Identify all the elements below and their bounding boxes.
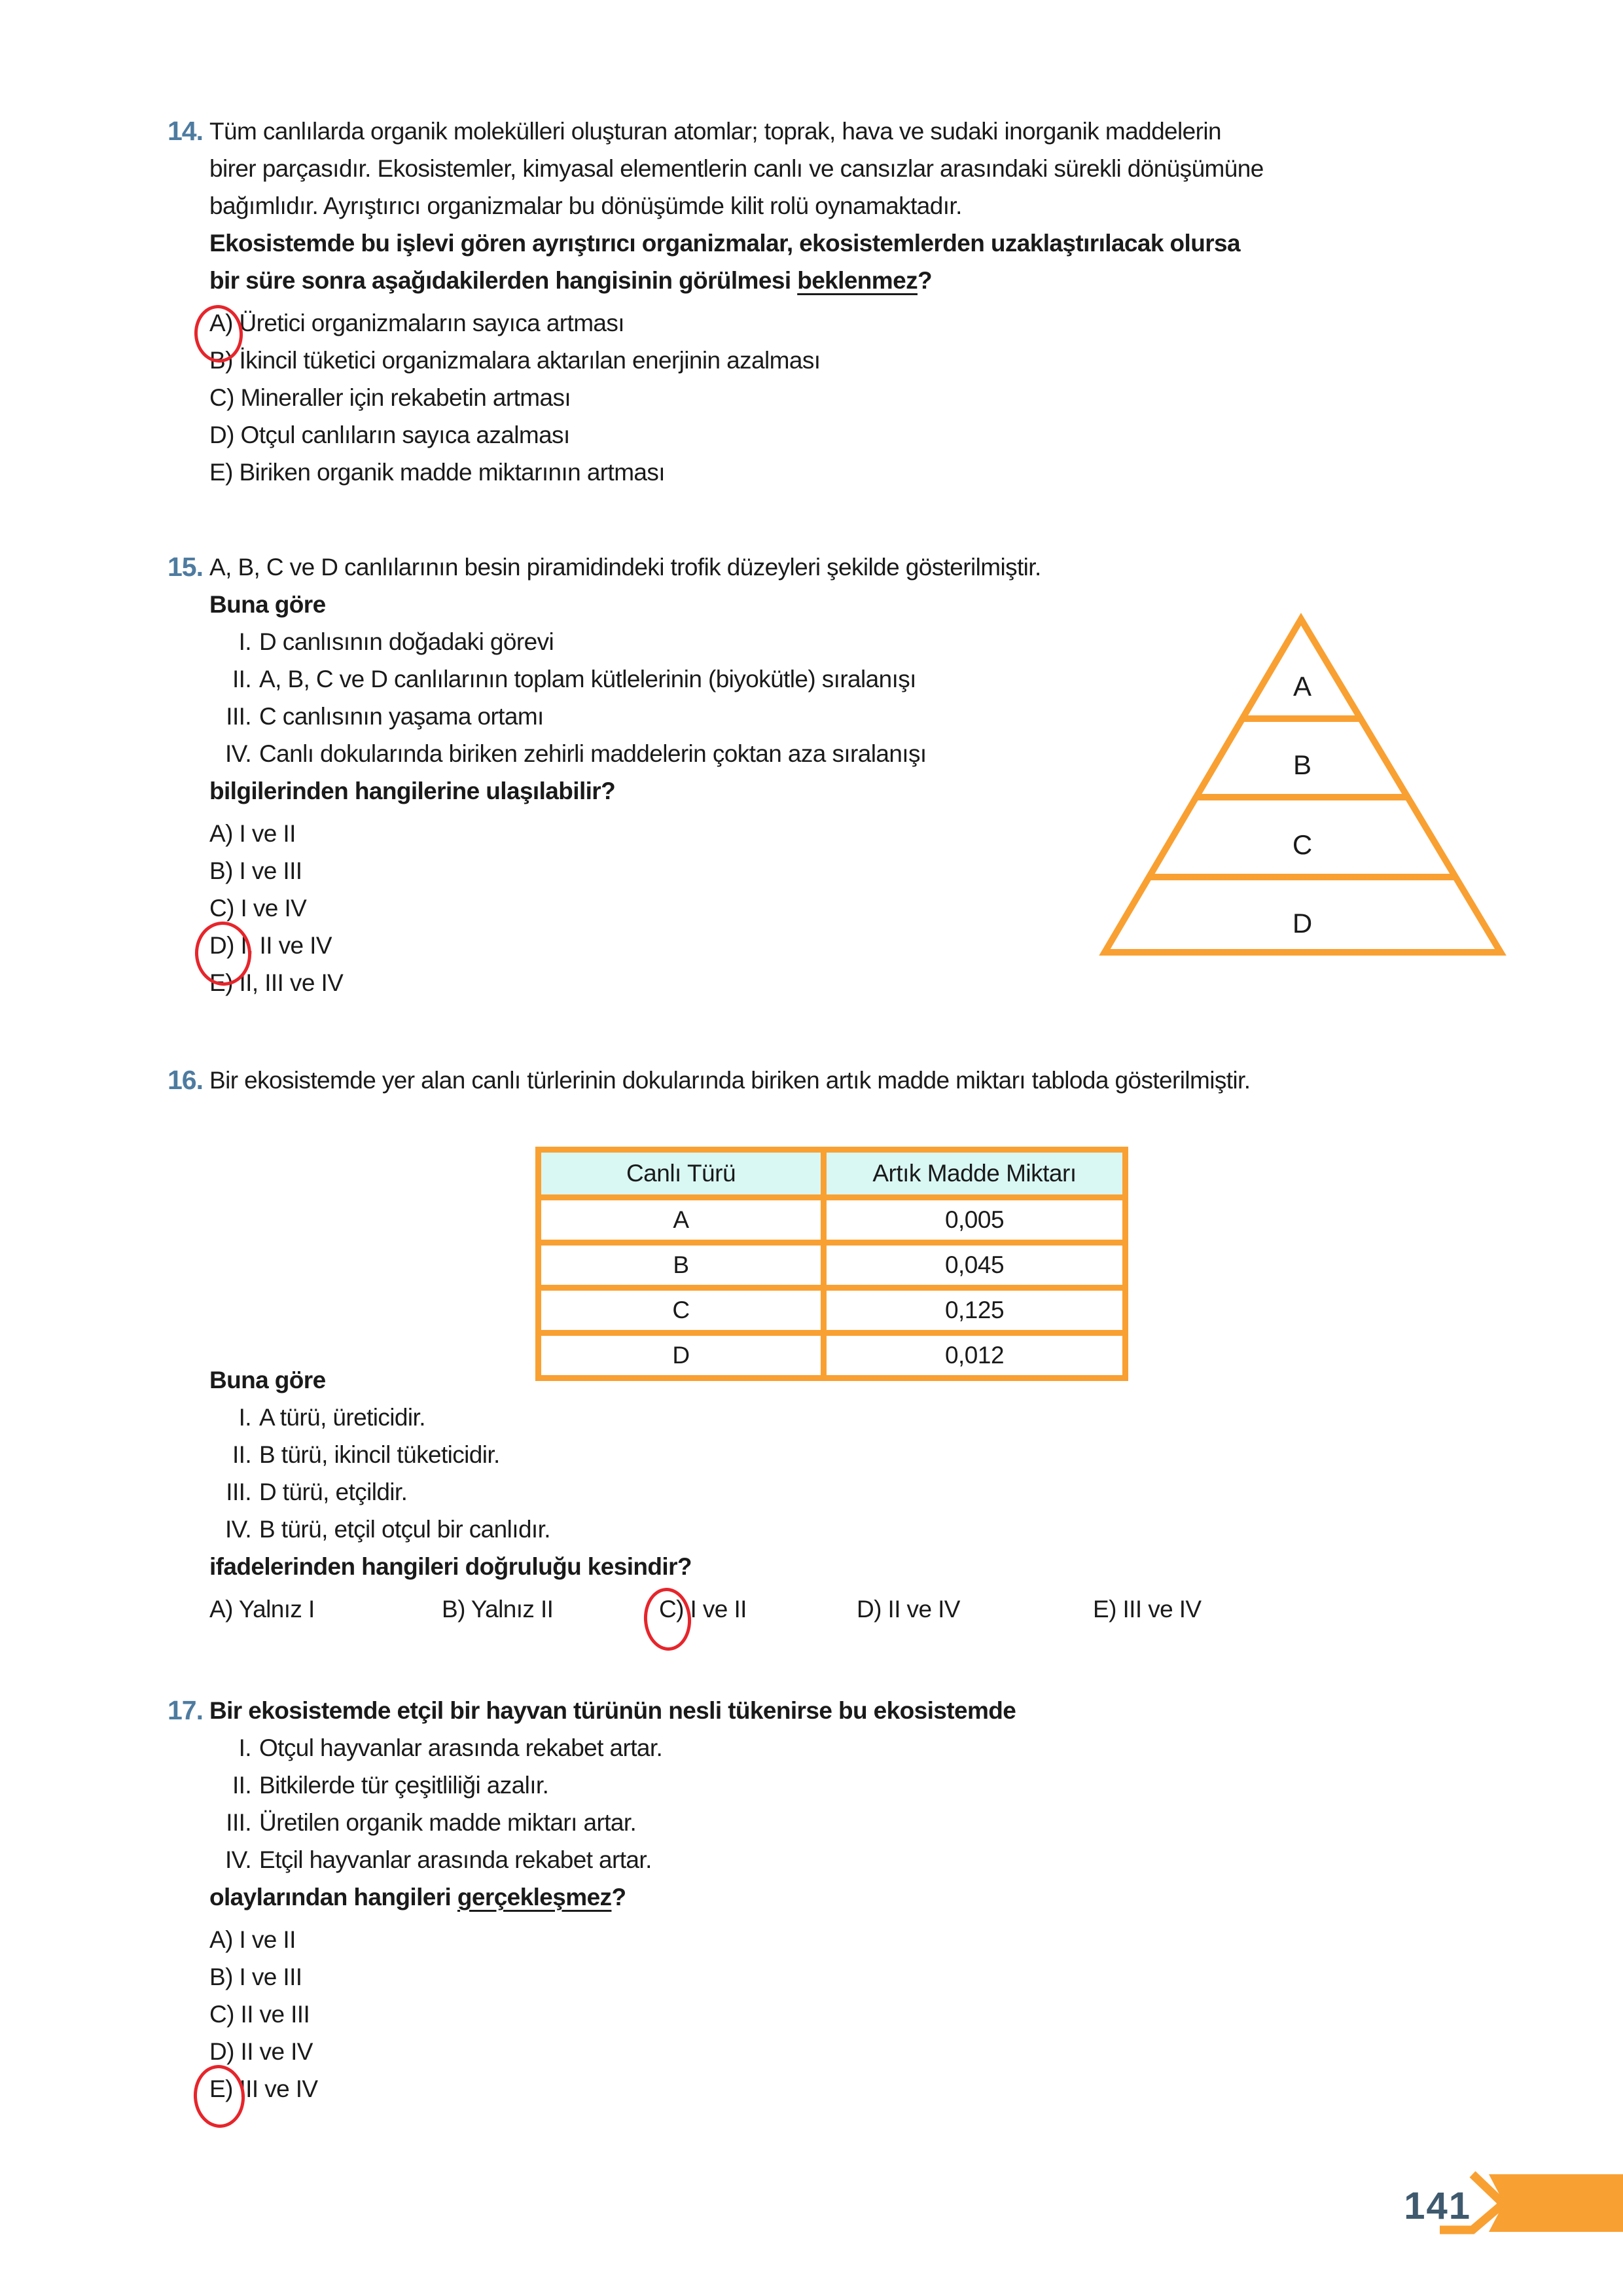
roman-numeral: II. (232, 1441, 251, 1468)
cell-amount: 0,005 (824, 1198, 1126, 1243)
roman-numeral: II. (232, 666, 251, 692)
table-header-row (539, 1150, 1126, 1198)
option-e: E) II, III ve IV (209, 969, 344, 996)
roman-item-3 (213, 1473, 1512, 1511)
cell-species: B (539, 1243, 824, 1288)
stem-suffix: ? (611, 1884, 626, 1910)
question-17 (168, 1692, 1512, 2108)
cell-amount: 0,012 (824, 1333, 1126, 1378)
page-number: 141 (1404, 2185, 1471, 2227)
option-b: B) I ve III (209, 857, 302, 884)
roman-item-4 (213, 1841, 1512, 1878)
question-15-stem-question: bilgilerinden hangilerine ulaşılabilir? (209, 778, 616, 804)
option-d: D) I, II ve IV (209, 932, 332, 959)
option-a: A) Üretici organizmaların sayıca artması (209, 310, 624, 336)
question-14-stem-bold: Ekosistemde bu işlevi gören ayrıştırıcı organizmalar, ekosistemlerden uzaklaştırılacak olursa (209, 230, 1240, 257)
roman-numeral: III. (226, 1479, 251, 1505)
roman-item-3 (213, 1804, 1512, 1841)
item-text: B türü, etçil otçul bir canlıdır. (259, 1516, 550, 1543)
table-header-amount: Artık Madde Miktarı (824, 1150, 1126, 1198)
table-header-species: Canlı Türü (539, 1150, 824, 1198)
option-b: B) İkincil tüketici organizmalara aktarılan enerjinin azalması (209, 347, 821, 374)
stem-prefix: olaylarından hangileri (209, 1884, 457, 1910)
question-14 (168, 113, 1512, 491)
pyramid-level-a: A (1293, 671, 1312, 702)
item-text: Üretilen organik madde miktarı artar. (259, 1809, 637, 1836)
question-16-items (209, 1399, 1512, 1548)
cell-amount: 0,045 (824, 1243, 1126, 1288)
question-15-buna-gore: Buna göre (209, 591, 326, 618)
pyramid-level-d: D (1292, 908, 1313, 939)
question-17-stem-question (209, 1878, 1512, 1916)
option-b: B) Yalnız II (442, 1596, 554, 1623)
item-text: B türü, ikincil tüketicidir. (259, 1441, 500, 1468)
question-14-text-line: bağımlıdır. Ayrıştırıcı organizmalar bu dönüşümde kilit rolü oynamaktadır. (209, 192, 962, 219)
table-row (539, 1288, 1126, 1333)
option-d: D) Otçul canlıların sayıca azalması (209, 422, 570, 448)
option-d: D) II ve IV (857, 1596, 960, 1623)
question-16-number: 16. (168, 1065, 203, 1095)
option-a: A) I ve II (209, 820, 296, 847)
option-c: C) I ve II (659, 1596, 747, 1623)
option-b: B) I ve III (209, 1964, 302, 1990)
option-c: C) I ve IV (209, 895, 307, 922)
item-text: A, B, C ve D canlılarının toplam kütlelerinin (biyokütle) sıralanışı (259, 666, 916, 692)
question-15-intro: A, B, C ve D canlılarının besin piramidindeki trofik düzeyleri şekilde gösterilmiştir. (209, 554, 1041, 581)
pyramid-level-c: C (1292, 829, 1313, 860)
option-e: E) Biriken organik madde miktarının artması (209, 459, 665, 486)
item-text: Etçil hayvanlar arasında rekabet artar. (259, 1846, 652, 1873)
option-e: E) III ve IV (209, 2075, 318, 2102)
cell-species: D (539, 1333, 824, 1378)
stem-prefix: bir süre sonra aşağıdakilerden hangisinin görülmesi (209, 267, 798, 294)
question-17-number: 17. (168, 1695, 203, 1725)
question-14-text-line: Tüm canlılarda organik molekülleri oluşturan atomlar; toprak, hava ve sudaki inorganik maddelerin (209, 118, 1221, 145)
question-17-intro: Bir ekosistemde etçil bir hayvan türünün nesli tükenirse bu ekosistemde (209, 1697, 1016, 1724)
roman-numeral: I. (238, 1404, 251, 1431)
question-16-intro-block (168, 1062, 1512, 1099)
item-text: A türü, üreticidir. (259, 1404, 425, 1431)
table-row (539, 1243, 1126, 1288)
question-16-body (209, 1361, 1512, 1630)
question-16-options (209, 1590, 1512, 1630)
question-14-number: 14. (168, 116, 203, 146)
pyramid-level-b: B (1293, 749, 1312, 780)
question-16-intro: Bir ekosistemde yer alan canlı türlerinin dokularında biriken artık madde miktarı tabloda gösterilmiştir. (209, 1067, 1251, 1094)
roman-numeral: IV. (224, 740, 251, 767)
stem-suffix: ? (917, 267, 932, 294)
cell-species: A (539, 1198, 824, 1243)
footer-page-banner (1400, 2157, 1623, 2261)
option-a: A) Yalnız I (209, 1596, 315, 1623)
question-14-text-line: birer parçasıdır. Ekosistemler, kimyasal elementlerin canlı ve cansızlar arasındaki sürekli dönüşümüne (209, 155, 1264, 182)
question-16-stem-question: ifadelerinden hangileri doğruluğu kesindir? (209, 1553, 692, 1580)
option-a: A) I ve II (209, 1926, 296, 1953)
roman-item-1 (213, 1399, 1512, 1436)
roman-numeral: I. (238, 628, 251, 655)
roman-numeral: III. (226, 1809, 251, 1836)
cell-amount: 0,125 (824, 1288, 1126, 1333)
roman-numeral: II. (232, 1772, 251, 1799)
question-16-buna-gore: Buna göre (209, 1367, 326, 1393)
stem-underlined-word: beklenmez (797, 267, 918, 294)
roman-numeral: IV. (224, 1846, 251, 1873)
option-c: C) II ve III (209, 2001, 310, 2028)
footer-orange-banner (1489, 2174, 1623, 2232)
question-17-options (209, 1921, 1512, 2108)
roman-numeral: III. (226, 703, 251, 730)
table-row (539, 1198, 1126, 1243)
stem-underlined-word: gerçekleşmez (457, 1884, 612, 1910)
item-text: D canlısının doğadaki görevi (259, 628, 554, 655)
item-text: Canlı dokularında biriken zehirli maddelerin çoktan aza sıralanışı (259, 740, 927, 767)
option-c: C) Mineraller için rekabetin artması (209, 384, 571, 411)
item-text: Bitkilerde tür çeşitliliği azalır. (259, 1772, 549, 1799)
item-text: D türü, etçildir. (259, 1479, 408, 1505)
item-text: Otçul hayvanlar arasında rekabet artar. (259, 1734, 663, 1761)
question-17-items (209, 1729, 1512, 1878)
waste-amount-table (535, 1147, 1128, 1381)
item-text: C canlısının yaşama ortamı (259, 703, 544, 730)
question-14-stem-question (209, 262, 1512, 299)
question-14-options (209, 304, 1512, 491)
question-15-number: 15. (168, 552, 203, 582)
roman-item-1 (213, 1729, 1512, 1767)
pyramid-outline (1105, 619, 1501, 952)
cell-species: C (539, 1288, 824, 1333)
option-e: E) III ve IV (1093, 1596, 1202, 1623)
roman-item-4 (213, 1511, 1512, 1548)
option-d: D) II ve IV (209, 2038, 313, 2065)
roman-item-2 (213, 1436, 1512, 1473)
food-pyramid-figure (1092, 607, 1510, 964)
roman-item-2 (213, 1767, 1512, 1804)
roman-numeral: I. (238, 1734, 251, 1761)
roman-numeral: IV. (224, 1516, 251, 1543)
